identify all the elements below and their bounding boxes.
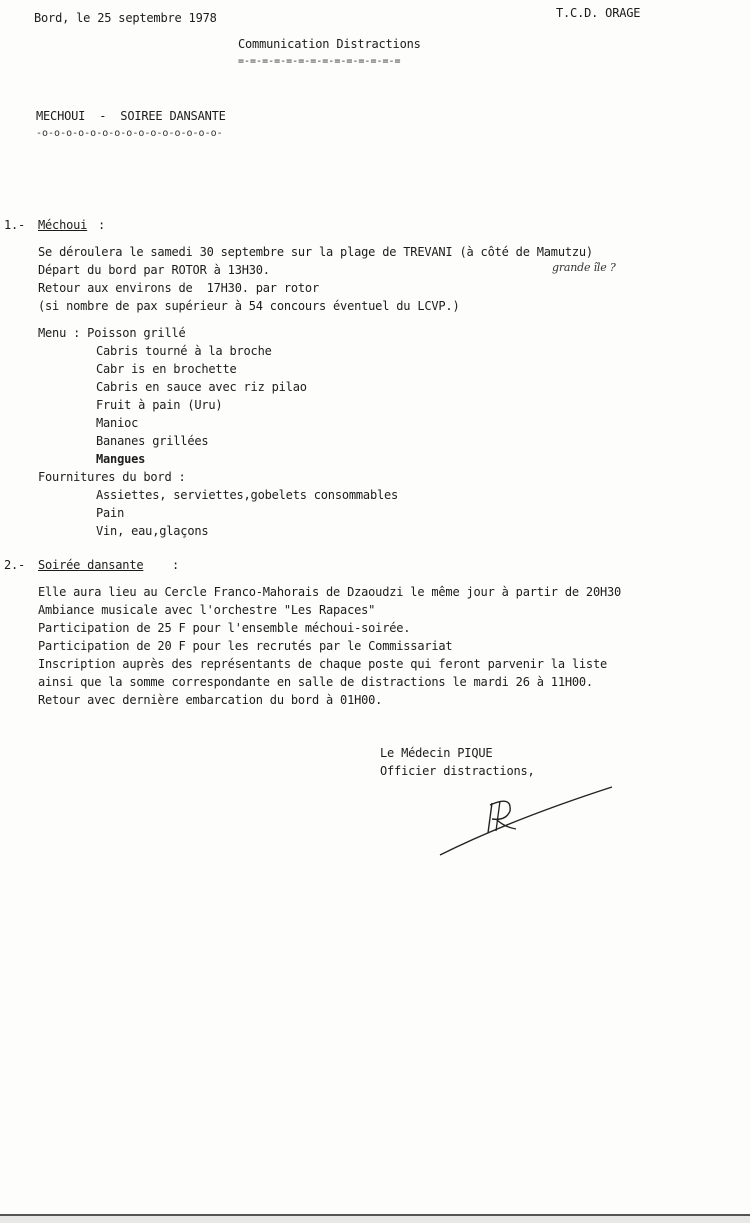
supplies-label: Fournitures du bord : bbox=[38, 470, 186, 484]
supplies-item: Assiettes, serviettes,gobelets consommables bbox=[96, 488, 399, 502]
section1-line-2: Départ du bord par ROTOR à 13H30. bbox=[38, 263, 270, 277]
section1-number: 1.- bbox=[4, 218, 26, 232]
section2-line-6: ainsi que la somme correspondante en salle de distractions le mardi 26 à 11H00. bbox=[38, 675, 593, 689]
section2-line-4: Participation de 20 F pour les recrutés par le Commissariat bbox=[38, 639, 453, 653]
menu-item: Cabris tourné à la broche bbox=[96, 344, 272, 358]
section2-line-1: Elle aura lieu au Cercle Franco-Mahorais de Dzaoudzi le même jour à partir de 20H30 bbox=[38, 585, 622, 599]
handwritten-note: grande île ? bbox=[552, 261, 616, 274]
menu-item: Fruit à pain (Uru) bbox=[96, 398, 223, 412]
section2-colon: : bbox=[172, 558, 180, 572]
section2-line-7: Retour avec dernière embarcation du bord à 01H00. bbox=[38, 693, 383, 707]
subject-heading: Communication Distractions bbox=[238, 37, 421, 51]
menu-label: Menu : Poisson grillé bbox=[38, 326, 186, 340]
menu-item: Mangues bbox=[96, 452, 146, 466]
section2-line-3: Participation de 25 F pour l'ensemble méchoui-soirée. bbox=[38, 621, 411, 635]
section2-number: 2.- bbox=[4, 558, 26, 572]
section1-colon: : bbox=[98, 218, 106, 232]
ship-name: T.C.D. ORAGE bbox=[556, 6, 641, 20]
menu-item: Cabris en sauce avec riz pilao bbox=[96, 380, 307, 394]
place-date: Bord, le 25 septembre 1978 bbox=[34, 11, 217, 25]
section2-line-2: Ambiance musicale avec l'orchestre "Les Rapaces" bbox=[38, 603, 376, 617]
section2-line-5: Inscription auprès des représentants de chaque poste qui feront parvenir la liste bbox=[38, 657, 607, 671]
supplies-item: Vin, eau,glaçons bbox=[96, 524, 209, 538]
menu-item: Bananes grillées bbox=[96, 434, 209, 448]
page-edge-line bbox=[0, 1208, 750, 1223]
signatory-role: Officier distractions, bbox=[380, 764, 535, 778]
menu-item: Cabr is en brochette bbox=[96, 362, 237, 376]
section2-heading: Soirée dansante bbox=[38, 558, 144, 572]
subject-rule: =-=-=-=-=-=-=-=-=-=-=-=-=-= bbox=[238, 56, 401, 67]
section1-line-3: Retour aux environs de 17H30. par rotor bbox=[38, 281, 319, 295]
section1-line-4: (si nombre de pax supérieur à 54 concours éventuel du LCVP.) bbox=[38, 299, 460, 313]
menu-item: Manioc bbox=[96, 416, 139, 430]
signature-icon bbox=[430, 775, 630, 865]
section1-line-1: Se déroulera le samedi 30 septembre sur la plage de TREVANI (à côté de Mamutzu) bbox=[38, 245, 593, 259]
section1-heading: Méchoui bbox=[38, 218, 88, 232]
signatory-name: Le Médecin PIQUE bbox=[380, 746, 493, 760]
document-title: MECHOUI - SOIREE DANSANTE bbox=[36, 109, 226, 123]
supplies-item: Pain bbox=[96, 506, 125, 520]
title-rule: -o-o-o-o-o-o-o-o-o-o-o-o-o-o-o- bbox=[36, 128, 223, 139]
